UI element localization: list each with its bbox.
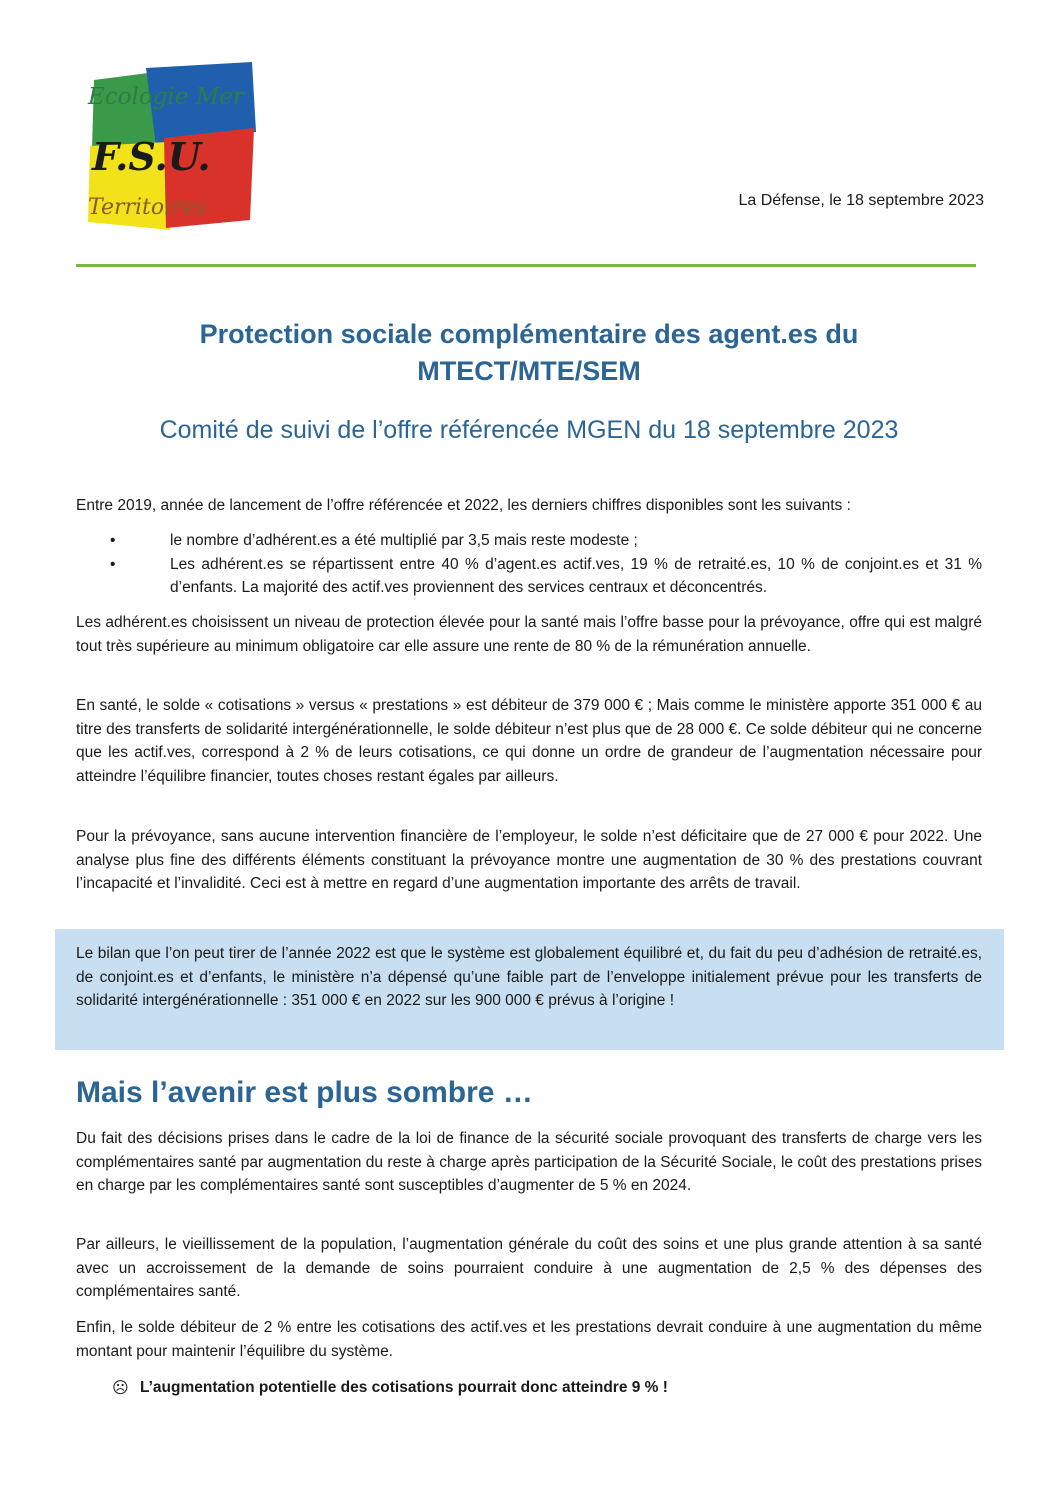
list-item-text: le nombre d’adhérent.es a été multiplié par 3,5 mais reste modeste ; — [170, 532, 638, 549]
sad-face-icon: ☹ — [112, 1378, 129, 1397]
bullet-icon: • — [110, 555, 116, 573]
summary-callout — [55, 929, 1004, 1050]
fsu-logo — [86, 62, 258, 234]
paragraph-prevoyance: Pour la prévoyance, sans aucune intervention financière de l’employeur, le solde n’est déficitaire que de 27 000 € pour 2022. Une analyse plus fine des différents éléments constituant la prévoyance montre une augmentation de 30 % des prestations couvrant l’incapacité et l’invalidité. Ceci est à mettre en regard d’une augmentation importante des arrêts de travail. — [76, 828, 982, 892]
document-date: La Défense, le 18 septembre 2023 — [738, 192, 984, 209]
paragraph-health-balance: En santé, le solde « cotisations » versus « prestations » est débiteur de 379 000 € ; Mais comme le ministère apporte 351 000 € au titre des transferts de solidarité intergénérationnelle, le solde débiteur n’est plus que de 28 000 €. Ce solde débiteur qui ne concerne que les actif.ves, correspond à 2 % de leurs cotisations, ce qui donne un ordre de grandeur de l’augmentation nécessaire pour atteindre l’équilibre financier, toutes choses restant égales par ailleurs. — [76, 697, 982, 785]
paragraph-deficit: Enfin, le solde débiteur de 2 % entre les cotisations des actif.ves et les prestations devrait conduire à une augmentation du même montant pour maintenir l’équilibre du système. — [76, 1319, 982, 1360]
fsu-logo-graphic — [86, 62, 258, 234]
list-item — [76, 529, 982, 553]
conclusion-text: L’augmentation potentielle des cotisations pourrait donc atteindre 9 % ! — [140, 1379, 668, 1396]
conclusion-line — [112, 1376, 668, 1400]
bullet-icon: • — [110, 532, 116, 549]
header-divider — [76, 264, 976, 267]
list-item-text: Les adhérent.es se répartissent entre 40 % d’agent.es actif.ves, 19 % de retraité.es, 10 % de conjoint.es et 31 % d’enfants. La majorité des actif.ves proviennent des services centraux et déconcentrés. — [170, 555, 982, 596]
summary-callout-text: Le bilan que l’on peut tirer de l’année 2022 est que le système est globalement équilibré et, du fait du peu d’adhésion de retraité.es, de conjoint.es et d’enfants, le ministère n’a dépensé qu’une faible part de l’enveloppe initialement prévue pour les transferts de solidarité intergénérationnelle : 351 000 € en 2022 sur les 900 000 € prévus à l’origine ! — [76, 945, 982, 1009]
logo-top-text: Ecologie Mer — [88, 84, 244, 110]
section-heading: Mais l’avenir est plus sombre … — [76, 1076, 533, 1109]
document-subtitle: Comité de suivi de l’offre référencée MGEN du 18 septembre 2023 — [159, 416, 899, 444]
statistics-list — [76, 529, 982, 600]
list-item — [76, 553, 982, 600]
logo-bottom-text: Territoires — [88, 195, 207, 220]
paragraph-plfss: Du fait des décisions prises dans le cadre de la loi de finance de la sécurité sociale provoquant des transferts de charge vers les complémentaires santé par augmentation du reste à charge après participation de la Sécurité Sociale, le coût des prestations prises en charge par les complémentaires santé sont susceptibles d’augmenter de 5 % en 2024. — [76, 1130, 982, 1194]
paragraph-aging: Par ailleurs, le vieillissement de la population, l’augmentation générale du coût des soins et une plus grande attention à sa santé avec un accroissement de la demande de soins pourraient conduire à une augmentation de 2,5 % des dépenses des complémentaires santé. — [76, 1236, 982, 1300]
logo-main-text: F.S.U. — [92, 134, 211, 179]
intro-paragraph: Entre 2019, année de lancement de l’offre référencée et 2022, les derniers chiffres disponibles sont les suivants : — [76, 497, 851, 514]
document-title: Protection sociale complémentaire des agent.es du MTECT/MTE/SEM — [199, 319, 859, 386]
paragraph-protection-levels: Les adhérent.es choisissent un niveau de protection élevée pour la santé mais l’offre basse pour la prévoyance, offre qui est malgré tout très supérieure au minimum obligatoire car elle assure une rente de 80 % de la rémunération annuelle. — [76, 614, 982, 655]
